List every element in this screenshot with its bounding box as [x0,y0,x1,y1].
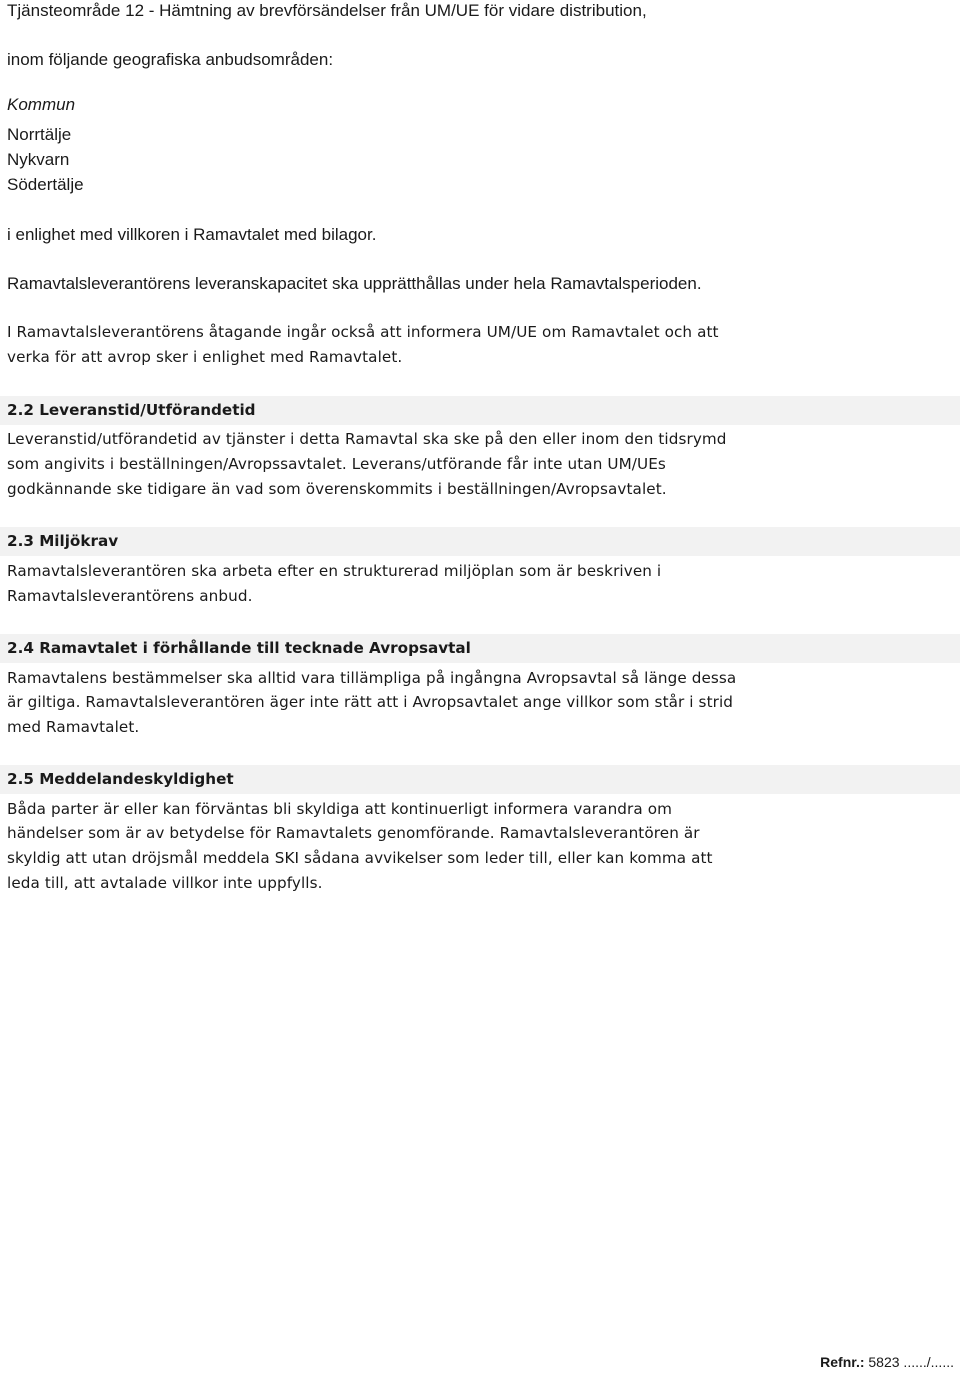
section-heading: 2.5 Meddelandeskyldighet [7,770,234,788]
intro-line-1: Tjänsteområde 12 - Hämtning av brevförsändelser från UM/UE för vidare distribution, [7,1,647,20]
section-text-line: Ramavtalens bestämmelser ska alltid vara tillämpliga på ingångna Avropsavtal så länge dessa [7,669,737,687]
footer-reference [820,1353,954,1371]
section-heading-band [0,527,960,556]
footer-ref-label: Refnr.: [820,1354,865,1370]
kommun-item: Södertälje [7,175,84,194]
section-text-line: med Ramavtalet. [7,718,140,736]
paragraph-enlighet: i enlighet med villkoren i Ramavtalet med bilagor. [7,225,377,244]
section-heading: 2.3 Miljökrav [7,532,119,550]
kommun-item: Norrtälje [7,125,72,144]
footer-ref-value: 5823 ....../...... [868,1354,954,1370]
intro-line-2: inom följande geografiska anbudsområden: [7,50,334,69]
section-heading: 2.2 Leveranstid/Utförandetid [7,401,256,419]
section-heading: 2.4 Ramavtalet i förhållande till tecknade Avropsavtal [7,639,471,657]
kommun-item: Nykvarn [7,150,70,169]
section-text-line: Ramavtalsleverantörens anbud. [7,587,253,605]
paragraph-kapacitet: Ramavtalsleverantörens leveranskapacitet ska upprätthållas under hela Ramavtalsperioden. [7,274,702,293]
section-text-line: Leveranstid/utförandetid av tjänster i detta Ramavtal ska ske på den eller inom den tidsrymd [7,430,727,448]
kommun-label: Kommun [7,95,76,114]
section-text-line: leda till, att avtalade villkor inte uppfylls. [7,874,323,892]
section-text-line: som angivits i beställningen/Avropssavtalet. Leverans/utförande får inte utan UM/UEs [7,455,666,473]
section-text-line: händelser som är av betydelse för Ramavtalets genomförande. Ramavtalsleverantören är [7,824,700,842]
section-text-line: skyldig att utan dröjsmål meddela SKI sådana avvikelser som leder till, eller kan komma att [7,849,713,867]
section-text-line: är giltiga. Ramavtalsleverantören äger inte rätt att i Avropsavtalet ange villkor som står i strid [7,693,734,711]
paragraph-atagande-line: I Ramavtalsleverantörens åtagande ingår också att informera UM/UE om Ramavtalet och att [7,323,719,341]
section-text-line: Båda parter är eller kan förväntas bli skyldiga att kontinuerligt informera varandra om [7,800,672,818]
section-text-line: godkännande ske tidigare än vad som överenskommits i beställningen/Avropsavtalet. [7,480,667,498]
paragraph-atagande-line: verka för att avrop sker i enlighet med Ramavtalet. [7,348,403,366]
section-text-line: Ramavtalsleverantören ska arbeta efter en strukturerad miljöplan som är beskriven i [7,562,662,580]
